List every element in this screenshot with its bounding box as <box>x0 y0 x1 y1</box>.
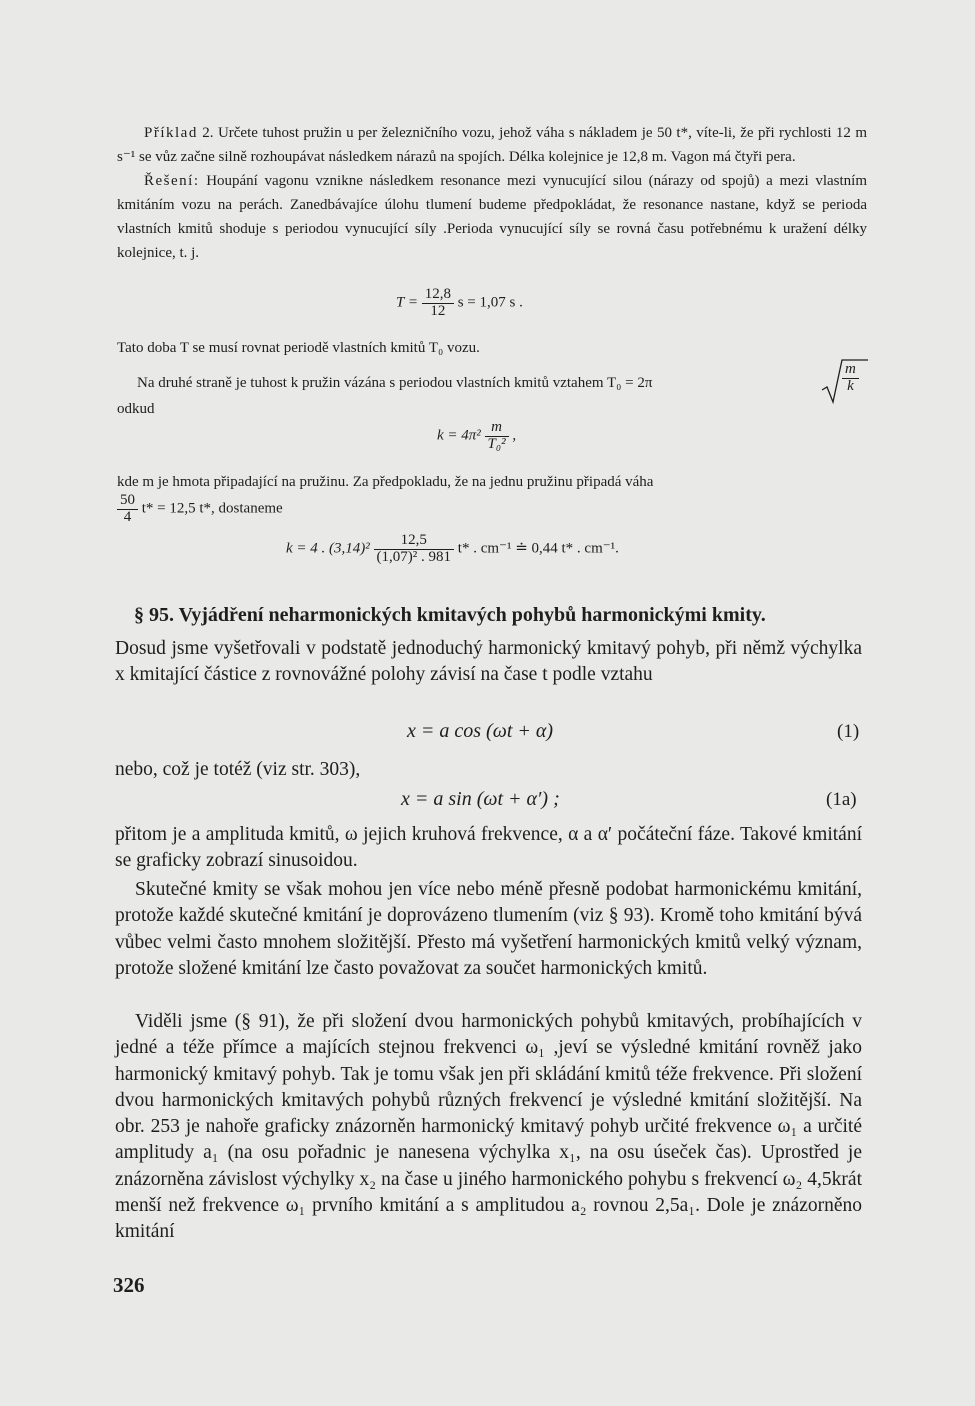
tato-text: Tato doba T se musí rovnat periodě vlastních kmitů T₀ vozu. <box>117 340 480 356</box>
eq-k-fraction <box>485 420 509 453</box>
line-odkud <box>117 397 867 421</box>
sqrt-fraction <box>842 362 859 395</box>
section-title: Vyjádření neharmonických kmitavých pohybů harmonickými kmity. <box>178 604 766 626</box>
eq-k2-fraction <box>374 533 455 566</box>
equation-1-number <box>837 721 859 743</box>
equation-1 <box>407 720 553 743</box>
eq-k2-num: 12,5 <box>374 533 455 550</box>
eq-k2-den: (1,07)² . 981 <box>376 548 452 565</box>
nebo-text: nebo, což je totéž (viz str. 303), <box>115 759 361 780</box>
paragraph-2 <box>115 822 862 875</box>
eq-k-lhs: k = 4π² <box>437 427 481 444</box>
example-text: Určete tuhost pružin u per železničního vozu, jehož váha s nákladem je 50 t*, víte-li, že při rychlosti 12 m s⁻¹ se vůz začne silně rozhoupávat následkem nárazů na spojích. Délka kolejnice je 12,8 m. Vagon má čtyři pera. <box>117 125 868 165</box>
example-block <box>117 121 867 265</box>
eq1-expr: x = a cos (ωt + α) <box>407 720 554 742</box>
weight-den: 4 <box>123 508 132 525</box>
solution-label: Řešení: <box>144 173 200 189</box>
eq-t-rhs: s = 1,07 s . <box>457 294 523 311</box>
eq-t-num: 12,8 <box>422 287 454 304</box>
paragraph-4 <box>115 1009 862 1246</box>
section-heading <box>120 604 870 627</box>
equation-stiffness <box>437 420 516 453</box>
solution-text: Houpání vagonu vznikne následkem resonance mezi vynucující silou (nárazy od spojů) a mezi vlastním kmitáním vozu na perách. Zanedbávajíce úlohu tlumení budeme předpokládat, že resonance nastane, když se perioda vlastních kmitů shoduje s periodou vynucující síly .Perioda vynucující síly se rovná času potřebnému k uražení délky kolejnice, t. j. <box>117 173 868 261</box>
na-druhe-text: Na druhé straně je tuhost k pružin vázána s periodou vlastních kmitů vztahem T₀ = 2π <box>137 375 653 391</box>
page-number: 326 <box>113 1273 145 1297</box>
eq-t-fraction <box>422 287 454 320</box>
odkud-text: odkud <box>117 401 155 417</box>
eq-t-den: 12 <box>430 302 446 319</box>
line-tato <box>117 336 867 360</box>
example-label: Příklad <box>144 125 198 141</box>
example-paragraph <box>117 121 867 169</box>
paragraph-3 <box>115 877 862 982</box>
line-nebo <box>115 757 862 783</box>
paragraph-1 <box>115 636 862 689</box>
eq-k-den: T₀² <box>487 435 506 452</box>
sqrt-num: m <box>842 362 859 379</box>
equation-period <box>396 287 523 320</box>
eq1-num: (1) <box>837 721 860 742</box>
para4-text: Viděli jsme (§ 91), že při složení dvou harmonických pohybů kmitavých, probíhajících v jedné a téže přímce a majících stejnou frekvenci ω₁ ,jeví se výsledné kmitání rovněž jako harmonický kmitavý pohyb. Tak je tomu však jen při skládání kmitů téže frekvence. Při složení dvou harmonických kmitavých pohybů různých frekvencí je výsledné kmitání složitější. Na obr. 253 je nahoře graficky znázorněn harmonický kmitavý pohyb určité frekvence ω₁ a určité amplitudy a₁ (na osu pořadnic je nanesena výchylka x₁, na osu úseček čas). Uprostřed je znázorněna závislost výchylky x₂ na čase u jiného harmonického pohybu s frekvencí ω₂ 4,5krát menší než frekvence ω₁ prvního kmitání a s amplitudou a₂ rovnou 2,5a₁. Dole je znázorněno kmitání <box>115 1011 862 1243</box>
equation-stiffness-numeric <box>286 533 619 566</box>
weight-rest: t* = 12,5 t*, dostaneme <box>141 500 283 517</box>
sqrt-den: k <box>847 377 854 394</box>
para3-text: Skutečné kmity se však mohou jen více nebo méně přesně podobat harmonickému kmitání, protože každé skutečné kmitání je doprovázeno tlumením (viz § 93). Kromě toho kmitání bývá vůbec velmi často mnohem složitější. Přesto má vyšetření harmonických kmitů velký význam, protože složené kmitání lze často považovat za součet harmonických kmitů. <box>115 879 862 979</box>
section-mark: § <box>134 604 144 626</box>
eq-t-lhs: T = <box>396 294 418 311</box>
weight-fraction <box>117 493 138 526</box>
eq-k2-lhs: k = 4 . (3,14)² <box>286 540 370 557</box>
eq-k-num: m <box>485 420 509 437</box>
section-number: 95. <box>149 604 174 626</box>
kde-text: kde m je hmota připadající na pružinu. Za předpokladu, že na jednu pružinu připadá váha <box>117 474 654 490</box>
equation-1a <box>401 788 560 811</box>
weight-equation <box>117 493 283 526</box>
equation-1a-number <box>826 789 857 811</box>
para2-text: přitom je a amplituda kmitů, ω jejich kruhová frekvence, α a α′ počáteční fáze. Takové kmitání se graficky zobrazí sinusoidou. <box>115 824 862 872</box>
eq-k-end: , <box>512 427 517 444</box>
weight-num: 50 <box>117 493 138 510</box>
solution-paragraph <box>117 169 867 265</box>
line-na-druhe <box>117 371 837 395</box>
example-number: 2. <box>202 125 214 141</box>
line-kde <box>117 470 867 494</box>
eq-k2-rhs: t* . cm⁻¹ ≐ 0,44 t* . cm⁻¹. <box>457 540 619 557</box>
para1-text: Dosud jsme vyšetřovali v podstatě jednoduchý harmonický kmitavý pohyb, při němž výchylka x kmitající částice z rovnovážné polohy závisí na čase t podle vztahu <box>115 638 862 686</box>
eq1a-num: (1a) <box>826 789 857 810</box>
eq1a-expr: x = a sin (ωt + α′) ; <box>401 788 560 810</box>
